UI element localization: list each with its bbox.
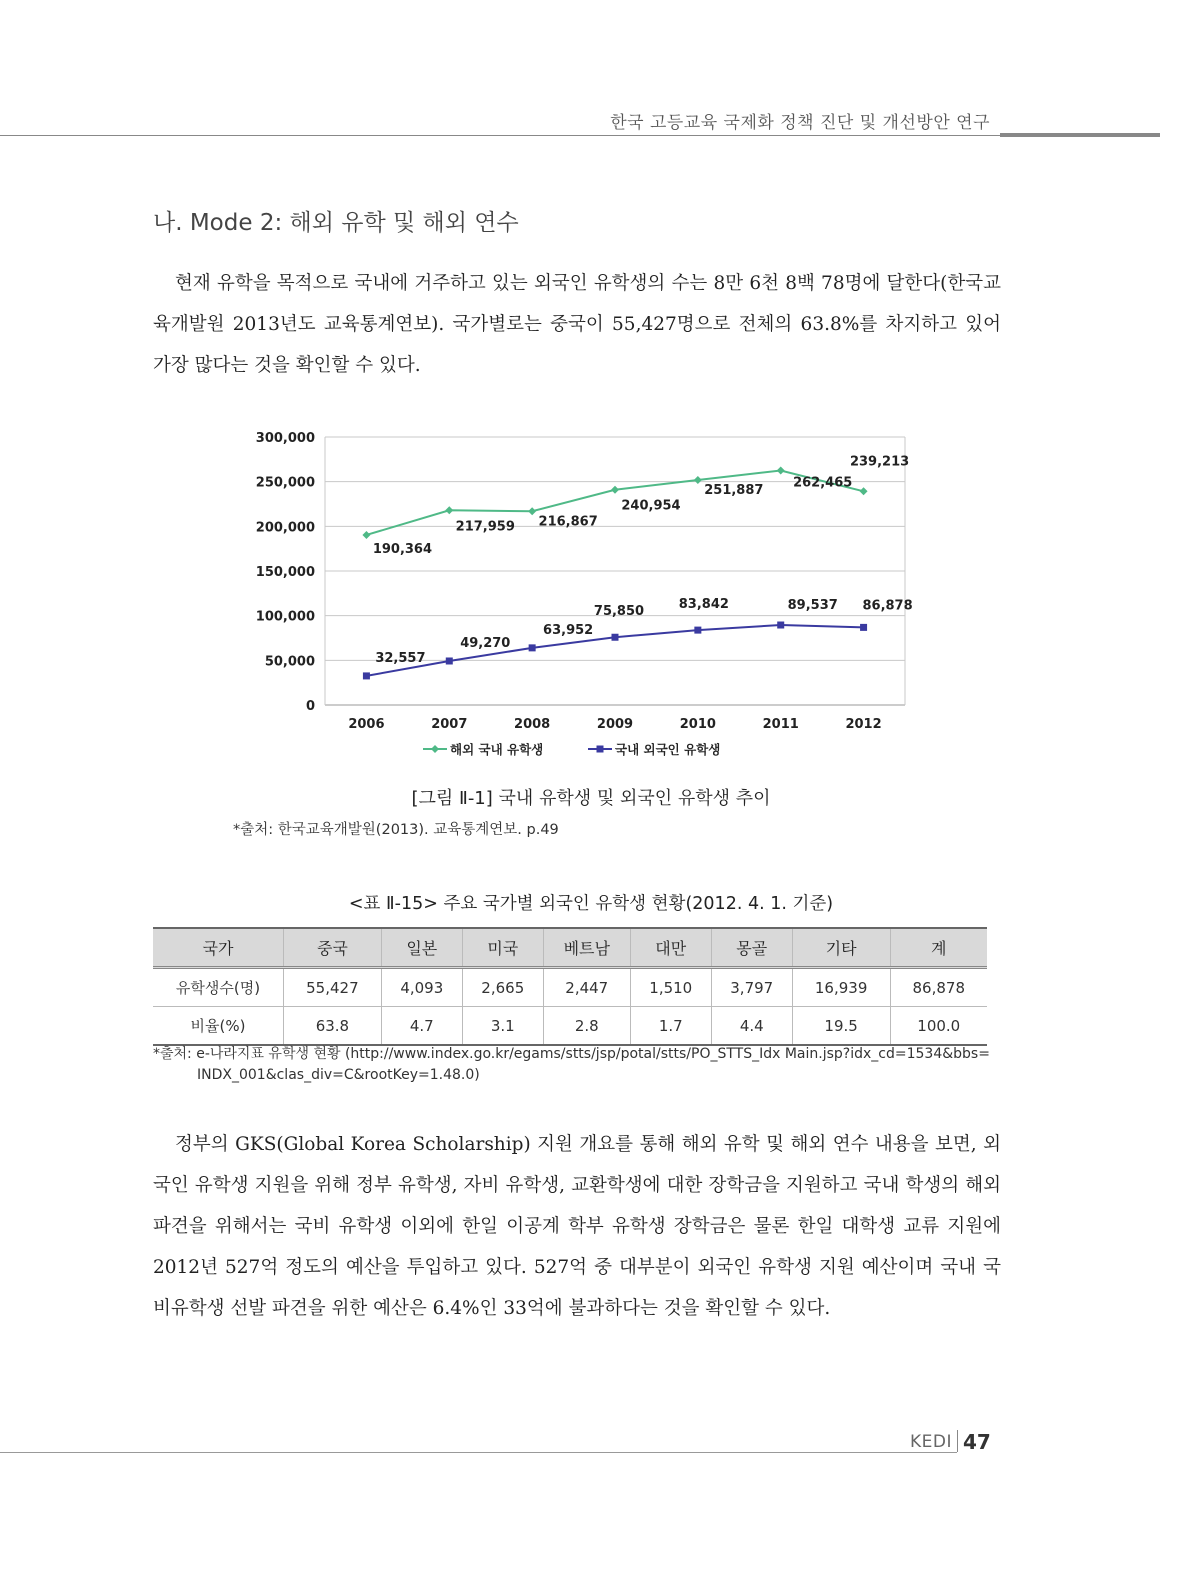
data-point [446,657,453,664]
data-point [362,531,370,539]
table-header: 미국 [462,928,543,968]
data-point [860,487,868,495]
y-tick-label: 150,000 [255,565,315,580]
line-chart [218,420,938,770]
data-label: 89,537 [787,598,838,614]
data-point [777,622,784,629]
data-point [612,634,619,641]
series-line [366,622,863,676]
table-cell: 4.4 [711,1007,792,1046]
legend-label: 해외 국내 유학생 [450,742,544,757]
data-point [528,507,536,515]
data-label: 217,959 [455,519,515,535]
x-tick-label: 2009 [596,717,634,732]
table-cell: 63.8 [284,1007,382,1046]
y-tick-label: 0 [305,699,315,714]
table-header: 계 [890,928,987,968]
table-cell: 86,878 [890,968,987,1007]
section-title: 나. Mode 2: 해외 유학 및 해외 연수 [153,210,519,236]
data-label: 251,887 [704,482,764,498]
table-source: *출처: e-나라지표 유학생 현황 (http://www.index.go.kr/egams/stts/jsp/potal/stts/PO_STTS_Idx Main.jsp?idx_cd=1534&bbs= INDX_001&clas_div=C&rootKey=1.48.0) [153,1046,990,1083]
table-header: 국가 [153,928,284,968]
y-tick-label: 100,000 [255,609,315,625]
table-cell: 3.1 [462,1007,543,1046]
data-label: 239,213 [849,454,910,470]
paragraph-intro: 현재 유학을 목적으로 국내에 거주하고 있는 외국인 유학생의 수는 8만 6천 8백 78명에 달한다(한국교육개발원 2013년도 교육통계연보). 국가별로는 중국이 55,427명으로 전체의 63.8%를 차지하고 있어 가장 많다는 것을 확인할 수 있다. [153,273,1001,376]
table-cell: 19.5 [792,1007,890,1046]
data-label: 32,557 [375,650,426,666]
data-point [694,627,701,634]
x-tick-label: 2007 [431,717,468,732]
table-cell: 2,447 [543,968,630,1007]
table-header: 베트남 [543,928,630,968]
table-cell: 100.0 [890,1007,987,1046]
table-header: 몽골 [711,928,792,968]
data-point [611,486,619,494]
table-row [153,968,987,1007]
figure-source: *출처: 한국교육개발원(2013). 교육통계연보. p.49 [233,822,559,838]
table-cell: 55,427 [284,968,382,1007]
data-label: 216,867 [538,514,598,530]
footer-rule [0,1452,957,1453]
table-cell: 비율(%) [153,1007,284,1046]
y-tick-label: 300,000 [255,431,315,446]
data-label: 86,878 [862,598,913,614]
header-rule [0,135,1000,136]
x-tick-label: 2008 [514,717,551,732]
data-point [445,506,453,514]
data-point [363,672,370,679]
table-caption: <표 Ⅱ-15> 주요 국가별 외국인 유학생 현황(2012. 4. 1. 기준) [348,894,834,914]
x-tick-label: 2012 [845,717,882,732]
legend-marker [431,745,439,753]
paragraph-gks: 정부의 GKS(Global Korea Scholarship) 지원 개요를 통해 해외 유학 및 해외 연수 내용을 보면, 외국인 유학생 지원을 위해 정부 유학생, 자비 유학생, 교환학생에 대한 장학금을 지원하고 국내 학생의 해외 파견을 위해서는 국비 유학생 이외에 한일 이공계 학부 유학생 장학금은 물론 한일 대학생 교류 지원에 2012년 527억 정도의 예산을 투입하고 있다. 527억 중 대부분이 외국인 유학생 지원 예산이며 국내 국비유학생 선발 파견을 위한 예산은 6.4%인 33억에 불과하다는 것을 확인할 수 있다. [153,1134,1001,1319]
table-cell: 16,939 [792,968,890,1007]
page-number: 47 [963,1430,991,1454]
data-label: 190,364 [372,541,433,557]
series-line [366,471,863,535]
data-point [529,644,536,651]
data-point [694,476,702,484]
table-header: 기타 [792,928,890,968]
data-point [777,467,785,475]
running-header: 한국 고등교육 국제화 정책 진단 및 개선방안 연구 [610,113,990,133]
data-label: 262,465 [793,475,853,491]
table-row [153,1007,987,1046]
chart-svg [218,420,938,770]
table-cell: 1,510 [630,968,711,1007]
legend-marker [597,746,604,753]
footer-divider [957,1430,958,1452]
y-tick-label: 250,000 [255,475,315,491]
table-cell: 1.7 [630,1007,711,1046]
table-header-row [153,928,987,968]
table-header: 일본 [381,928,462,968]
footer-brand: KEDI [910,1432,952,1452]
x-tick-label: 2011 [762,717,799,732]
table-header: 대만 [630,928,711,968]
data-label: 75,850 [593,604,645,620]
y-tick-label: 200,000 [255,520,315,536]
data-label: 240,954 [621,498,681,514]
header-rule-accent [1000,133,1160,137]
legend-label: 국내 외국인 유학생 [615,742,721,757]
data-point [860,624,867,631]
table-header: 중국 [284,928,382,968]
figure-caption: [그림 Ⅱ-1] 국내 유학생 및 외국인 유학생 추이 [411,788,771,809]
data-label: 63,952 [543,622,594,638]
data-label: 49,270 [460,635,511,651]
table-cell: 3,797 [711,968,792,1007]
table-cell: 4.7 [381,1007,462,1046]
student-table [153,927,987,1046]
data-label: 83,842 [678,597,729,613]
y-tick-label: 50,000 [264,654,315,670]
table-cell: 2.8 [543,1007,630,1046]
table-cell: 2,665 [462,968,543,1007]
table-cell: 유학생수(명) [153,968,284,1007]
table-cell: 4,093 [381,968,462,1007]
x-tick-label: 2006 [348,717,385,732]
x-tick-label: 2010 [679,717,716,732]
